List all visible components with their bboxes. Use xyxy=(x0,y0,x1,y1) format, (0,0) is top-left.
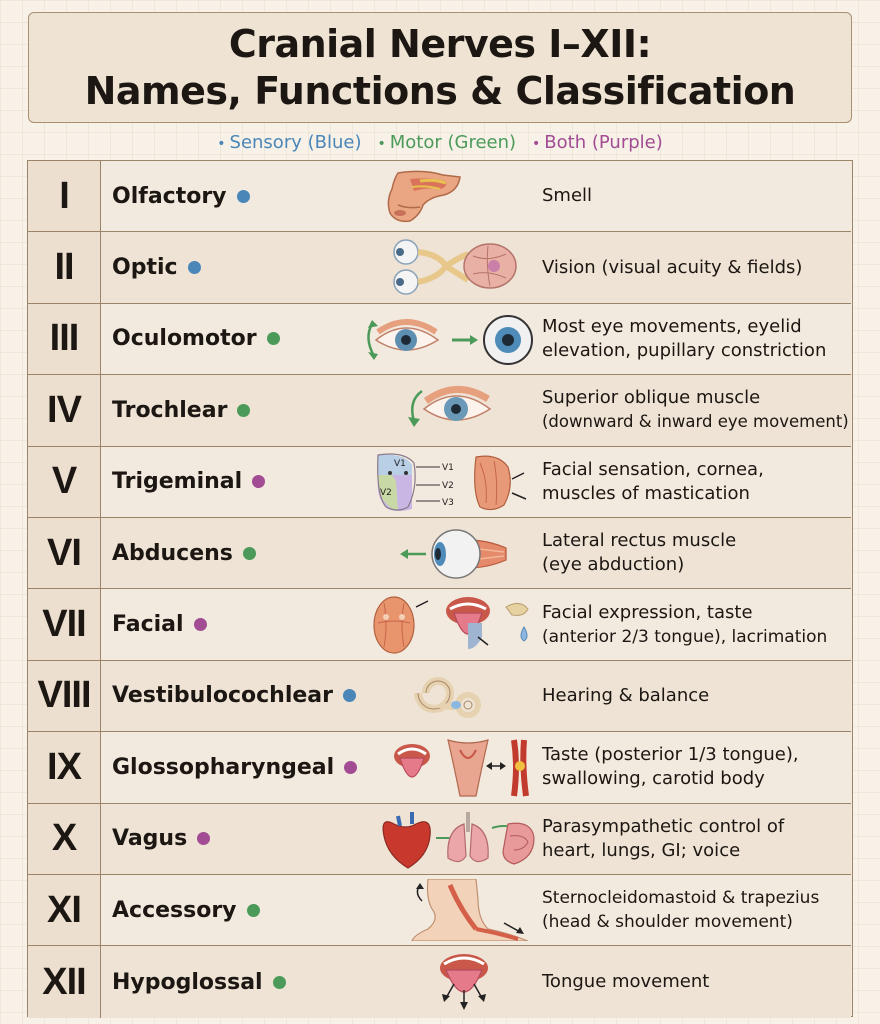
nerve-name-text: Vestibulocochlear xyxy=(112,683,333,709)
nerve-numeral: IX xyxy=(28,732,101,802)
nerve-name-text: Oculomotor xyxy=(112,326,257,352)
function-line: (eye abduction) xyxy=(542,554,685,576)
eye-movement-icon xyxy=(328,308,543,370)
throat-icon xyxy=(328,736,543,798)
nerve-numeral: II xyxy=(28,232,101,302)
table-row xyxy=(28,661,851,732)
v2-label: V2 xyxy=(380,487,392,498)
table-row xyxy=(28,946,851,1017)
nerve-numeral: VIII xyxy=(28,661,101,731)
legend-dot-icon: • xyxy=(532,135,541,152)
optic-pathway-icon xyxy=(328,236,543,298)
nerve-function xyxy=(542,589,852,659)
nerve-name-text: Optic xyxy=(112,255,178,281)
table-row xyxy=(28,232,851,303)
nerve-numeral: V xyxy=(28,447,101,517)
legend-motor xyxy=(377,132,516,153)
function-line: Parasympathetic control of xyxy=(542,815,785,837)
v2-label-right: V2 xyxy=(442,480,454,491)
legend-motor-label: Motor (Green) xyxy=(389,131,517,153)
title-box xyxy=(28,12,852,123)
nerve-name xyxy=(112,232,201,302)
v3-label-right: V3 xyxy=(442,497,454,508)
function-line: Vision (visual acuity & fields) xyxy=(542,256,803,278)
function-line: Facial expression, taste xyxy=(542,601,753,623)
function-line: Sternocleidomastoid & trapezius xyxy=(542,888,820,909)
legend-dot-icon: • xyxy=(217,135,226,152)
both-dot-icon xyxy=(252,475,265,488)
function-line: Tongue movement xyxy=(542,971,710,993)
nerve-name xyxy=(112,304,280,374)
nerve-name xyxy=(112,804,210,874)
nerve-numeral: VII xyxy=(28,589,101,659)
nerve-name-text: Accessory xyxy=(112,897,237,923)
nerve-function xyxy=(542,232,852,302)
nerve-name-text: Glossopharyngeal xyxy=(112,754,335,780)
nerve-numeral: XI xyxy=(28,875,101,945)
function-line: Facial sensation, cornea, xyxy=(542,458,764,480)
nerve-name xyxy=(112,946,286,1017)
v1-label: V1 xyxy=(394,458,406,469)
nerve-name-text: Facial xyxy=(112,612,184,638)
nerve-name xyxy=(112,589,207,659)
function-line: heart, lungs, GI; voice xyxy=(542,839,741,861)
table-row xyxy=(28,304,851,375)
neck-icon xyxy=(328,879,543,941)
v1-label-right: V1 xyxy=(442,462,454,473)
nerve-numeral: X xyxy=(28,804,101,874)
nerve-name xyxy=(112,375,250,445)
motor-dot-icon xyxy=(267,332,280,345)
facial-muscles-icon xyxy=(328,593,543,655)
nose-icon xyxy=(328,165,543,227)
eye-down-icon xyxy=(328,379,543,441)
legend-sensory-label: Sensory (Blue) xyxy=(229,131,362,153)
function-line: Lateral rectus muscle xyxy=(542,530,737,552)
nerve-numeral: IV xyxy=(28,375,101,445)
nerve-name-text: Olfactory xyxy=(112,183,227,209)
nerve-numeral: VI xyxy=(28,518,101,588)
function-line: Taste (posterior 1/3 tongue), xyxy=(542,744,799,766)
tongue-icon xyxy=(328,950,543,1012)
function-line: (anterior 2/3 tongue), lacrimation xyxy=(542,626,828,647)
table-row xyxy=(28,875,851,946)
legend-both-label: Both (Purple) xyxy=(544,131,663,153)
function-line: (downward & inward eye movement) xyxy=(542,412,849,432)
sensory-dot-icon xyxy=(237,190,250,203)
table-row xyxy=(28,589,851,660)
nerve-name xyxy=(112,447,265,517)
function-line: muscles of mastication xyxy=(542,482,750,504)
nerve-function xyxy=(542,875,852,945)
motor-dot-icon xyxy=(247,904,260,917)
sensory-dot-icon xyxy=(188,261,201,274)
nerve-function xyxy=(542,946,852,1017)
both-dot-icon xyxy=(197,832,210,845)
eyeball-lateral-icon xyxy=(328,522,543,584)
inner-ear-icon xyxy=(328,665,543,727)
nerve-function xyxy=(542,661,852,731)
function-line: Most eye movements, eyelid xyxy=(542,315,802,337)
nerve-function xyxy=(542,304,852,374)
nerve-table xyxy=(27,160,853,1017)
nerve-name xyxy=(112,732,357,802)
function-line: elevation, pupillary constriction xyxy=(542,339,827,361)
motor-dot-icon xyxy=(237,404,250,417)
organs-icon xyxy=(328,808,543,870)
nerve-name-text: Vagus xyxy=(112,826,188,852)
legend xyxy=(0,128,880,156)
nerve-function xyxy=(542,447,852,517)
face-divisions-icon xyxy=(328,451,543,513)
nerve-name-text: Trigeminal xyxy=(112,469,243,495)
page-title-line2: Names, Functions & Classification xyxy=(84,68,796,113)
nerve-name xyxy=(112,161,250,231)
function-line: Smell xyxy=(542,185,593,207)
nerve-name-text: Abducens xyxy=(112,540,233,566)
table-row xyxy=(28,804,851,875)
nerve-function xyxy=(542,161,852,231)
nerve-function xyxy=(542,732,852,802)
nerve-name-text: Trochlear xyxy=(112,397,228,423)
nerve-function xyxy=(542,518,852,588)
legend-sensory xyxy=(217,132,361,153)
nerve-numeral: III xyxy=(28,304,101,374)
legend-dot-icon: • xyxy=(377,135,386,152)
function-line: Superior oblique muscle xyxy=(542,387,761,409)
table-row xyxy=(28,375,851,446)
motor-dot-icon xyxy=(243,547,256,560)
nerve-numeral: XII xyxy=(28,946,101,1017)
table-row xyxy=(28,518,851,589)
nerve-function xyxy=(542,804,852,874)
page-title-line1: Cranial Nerves I–XII: xyxy=(228,21,652,66)
nerve-name xyxy=(112,661,356,731)
function-line: (head & shoulder movement) xyxy=(542,912,793,933)
motor-dot-icon xyxy=(273,976,286,989)
table-row xyxy=(28,447,851,518)
nerve-function xyxy=(542,375,852,445)
nerve-name xyxy=(112,875,260,945)
legend-both xyxy=(532,132,663,153)
both-dot-icon xyxy=(194,618,207,631)
nerve-name xyxy=(112,518,256,588)
nerve-numeral: I xyxy=(28,161,101,231)
table-row xyxy=(28,161,851,232)
table-row xyxy=(28,732,851,803)
nerve-name-text: Hypoglossal xyxy=(112,969,263,995)
function-line: Hearing & balance xyxy=(542,684,710,706)
function-line: swallowing, carotid body xyxy=(542,768,765,790)
